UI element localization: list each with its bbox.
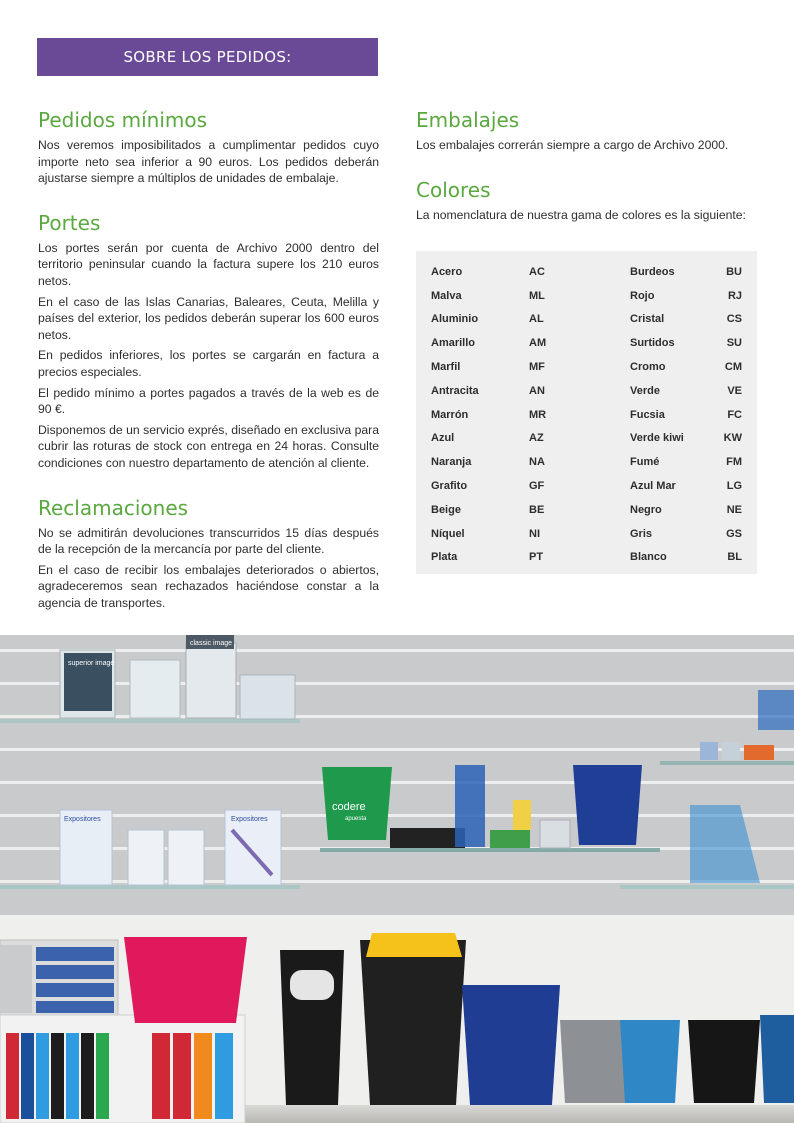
color-code: NI [529,527,540,540]
color-name: Amarillo [431,337,476,350]
color-code: AZ [529,432,544,445]
color-name: Aluminio [431,313,479,326]
navy-wastebasket [462,985,560,1105]
color-code: CS [726,313,742,326]
color-name: Marfil [431,361,461,374]
black-wastebasket [688,1020,760,1103]
color-name: Fumé [630,456,660,469]
color-code: BE [529,503,545,516]
color-name: Gris [630,527,653,540]
paragraph: En el caso de recibir los embalajes deteriorados o abiertos, agradeceremos sean rechazados haciéndose constar a la agencia de transportes. [38,562,379,610]
color-name: Malva [431,289,462,302]
color-code: BL [727,551,742,564]
color-row [431,546,742,570]
section-pedidos-minimos [38,108,379,187]
color-row [431,427,742,451]
section-reclamaciones [38,496,379,612]
paragraph: En pedidos inferiores, los portes se cargarán en factura a precios especiales. [38,348,379,379]
color-code: BU [726,265,742,278]
color-name: Cromo [630,361,666,374]
pink-tub [124,937,247,1023]
color-code: VE [727,384,742,397]
color-name: Antracita [431,384,479,397]
color-name: Blanco [630,551,667,564]
section-banner: SOBRE LOS PEDIDOS: [37,38,378,76]
color-name: Azul [431,432,455,445]
color-row [431,450,742,474]
drawer-cabinet [0,945,114,1013]
color-name: Verde [630,384,660,397]
paragraph: Disponemos de un servicio exprés, diseñado en exclusiva para cubrir las roturas de stock con entrega en 24 horas. Consulte condiciones con nuestro departamento de atención al cliente. [38,422,379,470]
paragraph: Nos veremos imposibilitados a cumplimentar pedidos cuyo importe neto sea inferior a 90 euros. Los pedidos deberán ajustarse siempre a múltiplos de unidades de embalaje. [38,138,379,186]
color-name: Azul Mar [630,480,676,493]
grey-wastebasket [560,1020,630,1103]
bin-sub: apuesta [345,816,367,822]
heading-embalajes: Embalajes [416,108,520,132]
blue-wastebasket [573,765,642,845]
sign-label: Expositores [231,816,268,823]
product-display-illustration [0,635,794,1123]
color-row [431,403,742,427]
color-codes-grid [431,260,742,569]
color-code: NA [529,456,545,469]
color-row [431,522,742,546]
color-code: PT [529,551,544,564]
paragraph: Los portes serán por cuenta de Archivo 2000 dentro del territorio peninsular cuando la factura supere los 210 euros netos. [38,240,379,288]
heading-colores: Colores [416,177,491,202]
color-name: Fucsia [630,408,665,421]
paragraph: No se admitirán devoluciones transcurridos 15 días después de la recepción de la mercancía por parte del cliente. [38,525,379,557]
color-name: Surtidos [630,337,675,350]
glass-shelf [620,885,794,889]
product-photo [0,635,794,1123]
heading-reclamaciones: Reclamaciones [38,495,189,520]
color-row [431,331,742,355]
right-column [416,108,757,251]
color-code: MF [529,361,545,374]
color-code: AN [529,384,545,397]
color-code: AL [529,313,544,326]
color-code: GS [726,527,742,540]
glass-shelf [660,761,794,765]
color-row [431,498,742,522]
color-code: RJ [727,289,742,302]
color-name: Grafito [431,480,468,493]
color-code: ML [529,289,545,302]
color-row [431,308,742,332]
yellow-lid-bin [360,940,466,1105]
color-name: Beige [431,503,461,516]
color-row [431,260,742,284]
color-row [431,284,742,308]
color-name: Verde kiwi [630,432,684,445]
color-code: MR [529,408,547,421]
color-name: Negro [630,503,662,516]
color-name: Marrón [431,408,469,421]
heading-pedidos-minimos: Pedidos mínimos [38,108,208,132]
section-embalajes [416,108,757,154]
glass-shelf [0,719,300,723]
color-code: GF [529,480,545,493]
color-code: FC [727,408,742,421]
heading-portes: Portes [38,210,101,235]
left-column [38,108,379,639]
color-code: AC [529,265,545,278]
binders-left [6,1033,109,1119]
color-name: Rojo [630,289,655,302]
color-codes-table [416,251,757,574]
color-code: SU [726,337,742,350]
color-code: FM [726,456,742,469]
color-name: Naranja [431,456,472,469]
display-tag: superior image [68,660,115,667]
sign-label: Expositores [64,816,101,823]
color-row [431,355,742,379]
color-code: LG [726,480,742,493]
color-name: Níquel [431,527,465,540]
paragraph: La nomenclatura de nuestra gama de colores es la siguiente: [416,207,746,222]
color-row [431,474,742,498]
glass-shelf [0,885,300,889]
color-name: Acero [431,265,463,278]
glass-shelf [320,848,660,852]
display-tag: classic image [190,640,233,647]
section-portes [38,211,379,472]
paragraph: Los embalajes correrán siempre a cargo de Archivo 2000. [416,138,729,152]
color-code: NE [726,503,742,516]
color-row [431,379,742,403]
color-code: CM [724,361,742,374]
bin-brand: codere [332,801,366,813]
color-code: AM [529,337,547,350]
color-name: Cristal [630,313,665,326]
color-name: Burdeos [630,265,675,278]
color-name: Plata [431,551,458,564]
paragraph: En el caso de las Islas Canarias, Baleares, Ceuta, Melilla y países del exterior, los pedidos deberán superar los 600 euros netos. [38,294,379,342]
section-colores [416,178,757,224]
color-code: KW [723,432,742,445]
paragraph: El pedido mínimo a portes pagados a través de la web es de 90 €. [38,385,379,417]
